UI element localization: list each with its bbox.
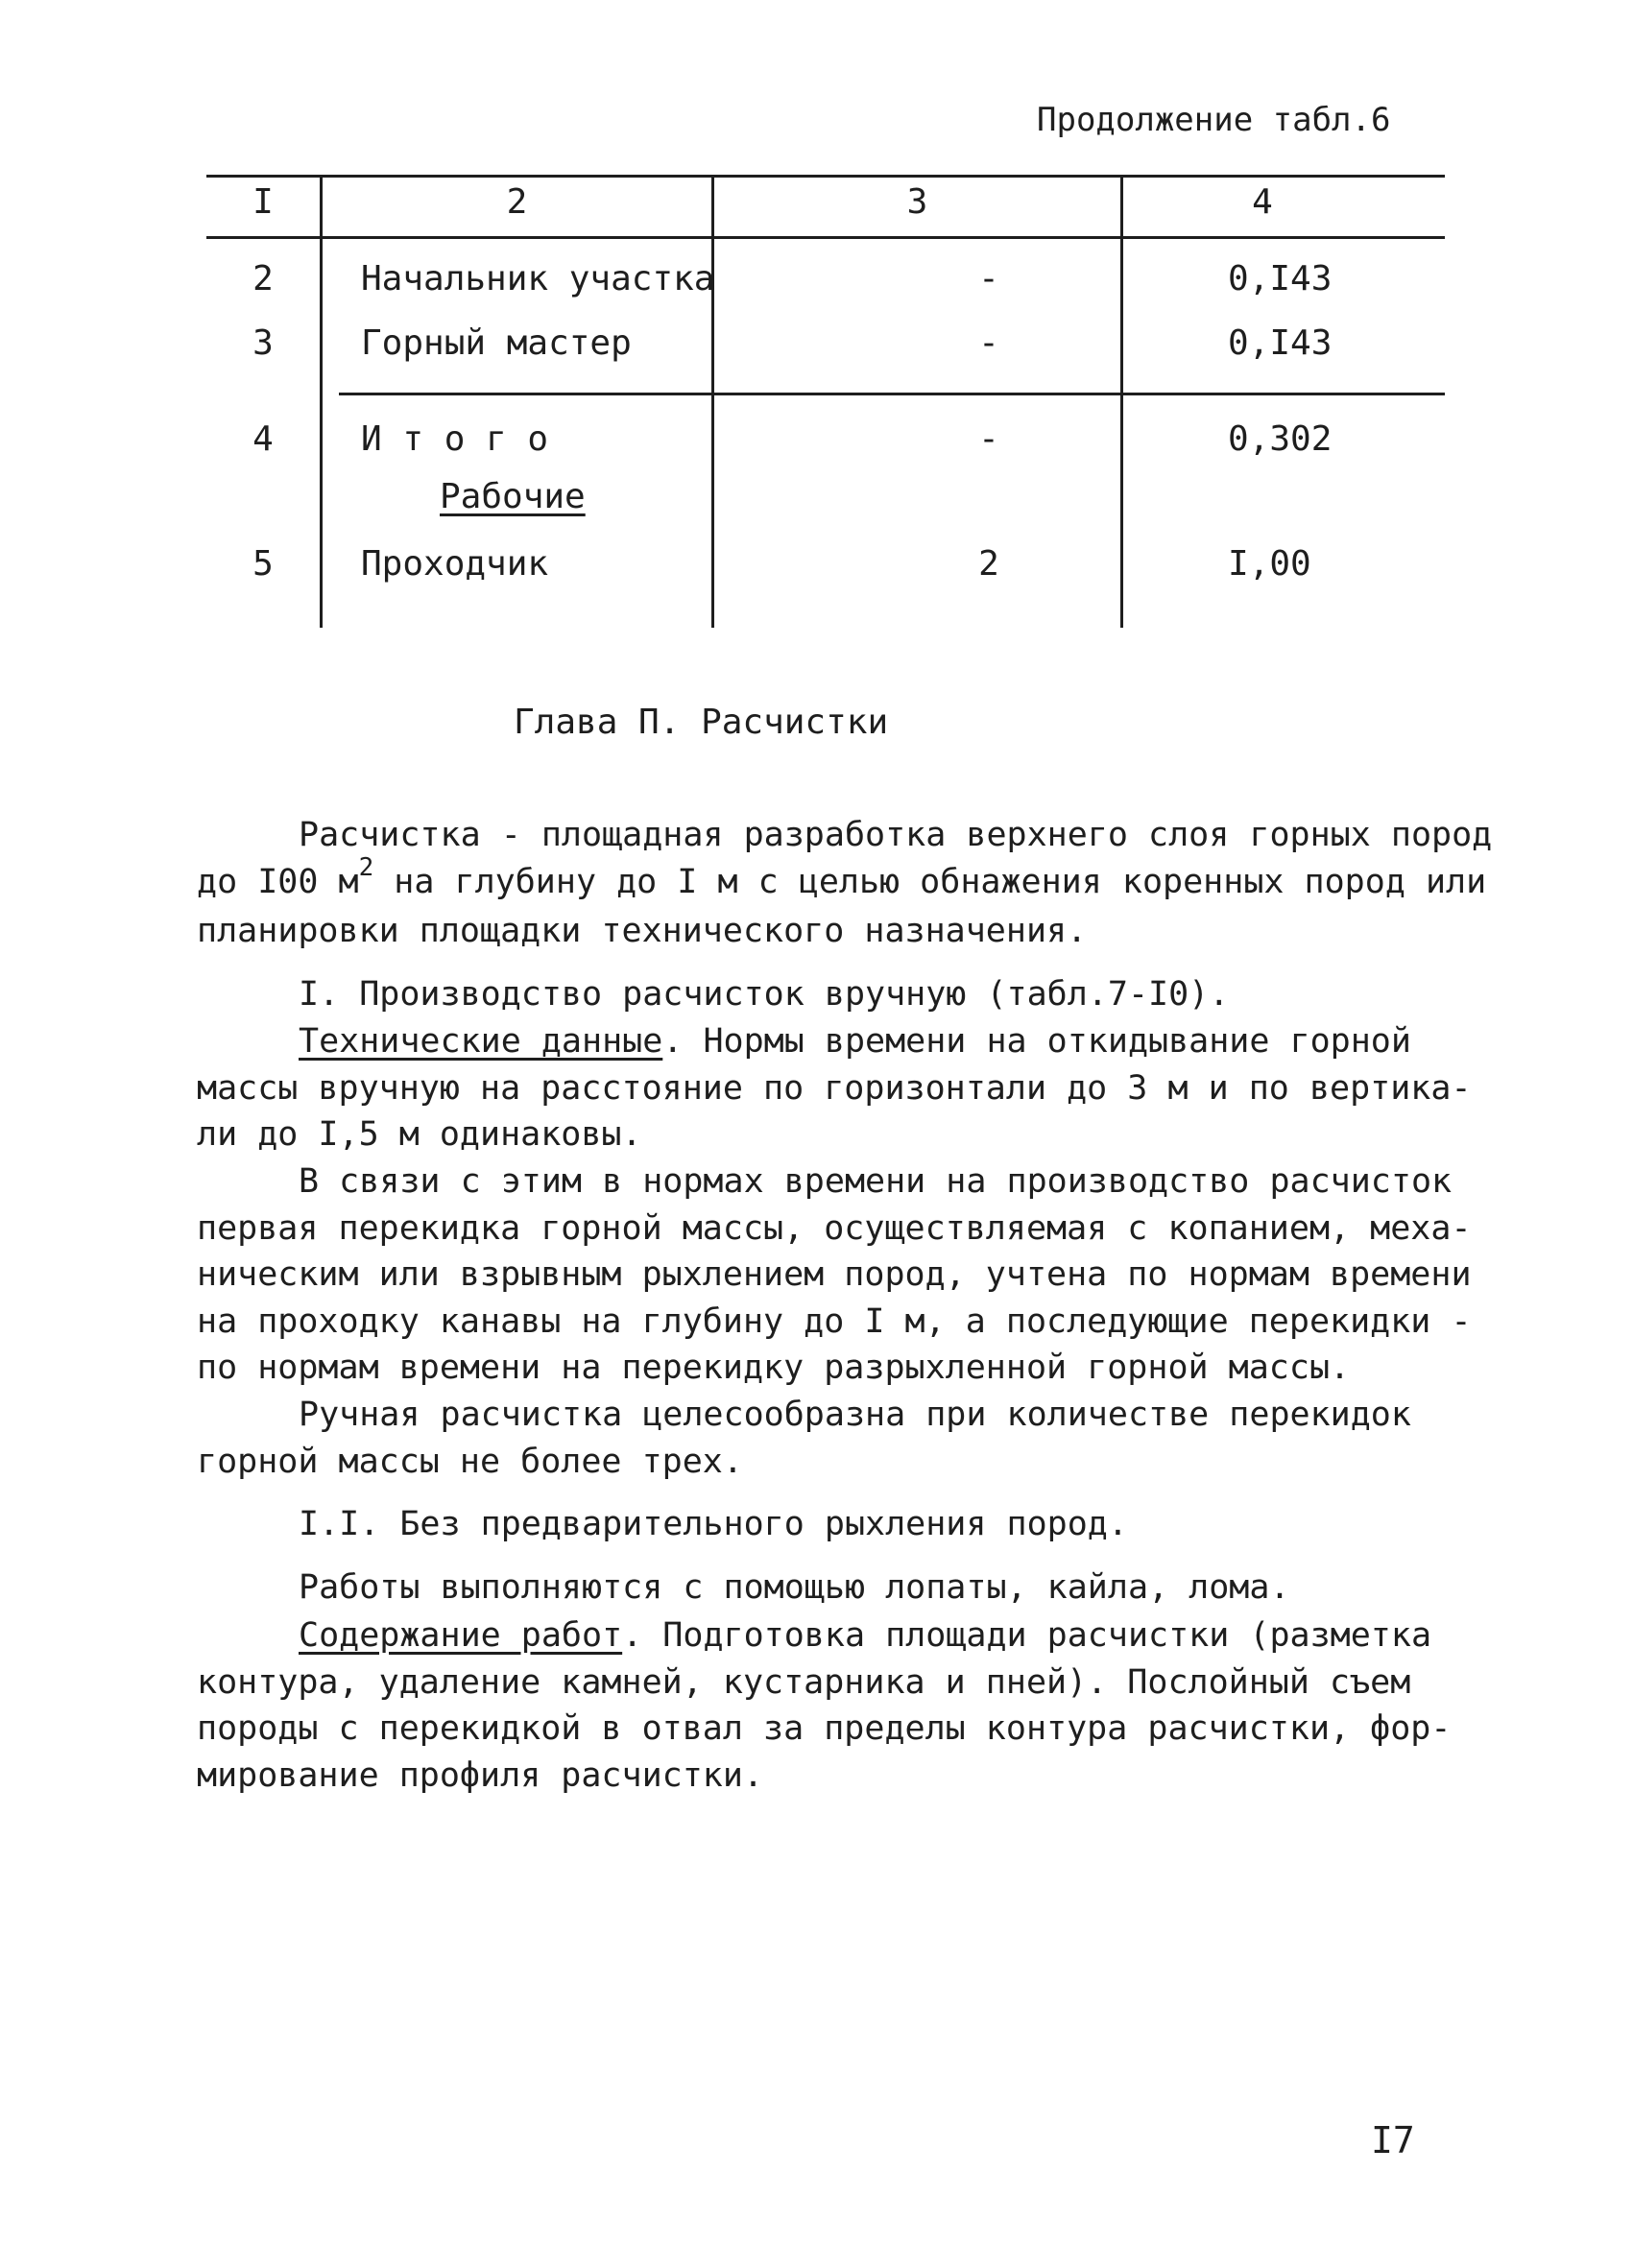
table-col-divider-1 <box>320 177 323 628</box>
text-line: на проходку канавы на глубину до I м, а последующие перекидки - <box>197 1301 1472 1341</box>
underlined-heading: Содержание работ <box>299 1616 623 1655</box>
text-line: мирование профиля расчистки. <box>197 1755 764 1795</box>
table-row-2-col3: - <box>978 323 999 363</box>
table-row-5-col4: I,00 <box>1228 544 1311 584</box>
section-heading-1-1 <box>197 1501 1454 1548</box>
table-row-3-name: И т о г о <box>361 419 549 459</box>
text-span: до I00 м <box>197 862 359 901</box>
table-row-3-col4: 0,302 <box>1228 419 1333 459</box>
table-subtotal-rule <box>339 393 1445 395</box>
text-line: ническим или взрывным рыхлением пород, учтена по нормам времени <box>197 1255 1472 1294</box>
text-line: породы с перекидкой в отвал за пределы контура расчистки, фор- <box>197 1709 1452 1748</box>
table-header-col3: 3 <box>906 182 928 222</box>
paragraph-tools <box>197 1564 1454 1611</box>
text-span: на глубину до I м с целью обнажения коренных пород или <box>373 862 1487 901</box>
table-row-1-num: 2 <box>252 259 274 298</box>
paragraph-technical-data <box>197 1018 1472 1158</box>
paragraph-norms <box>197 1158 1472 1392</box>
text-line <box>197 852 1487 909</box>
text-line: первая перекидка горной массы, осуществляемая с копанием, меха- <box>197 1208 1472 1248</box>
text-line: планировки площадки технического назначения. <box>197 912 1088 950</box>
table-top-rule <box>206 175 1445 178</box>
text-line: Ручная расчистка целесообразна при количестве перекидок <box>299 1396 1411 1434</box>
text-line <box>197 1018 1454 1065</box>
table-subheading-workers: Рабочие <box>440 477 586 516</box>
text-line: Расчистка - площадная разработка верхнего слоя горных пород <box>299 816 1493 854</box>
page-number: I7 <box>1371 2119 1415 2161</box>
text-line: I. Производство расчисток вручную (табл.7-I0). <box>299 975 1230 1014</box>
table-row-2-col4: 0,I43 <box>1228 323 1333 363</box>
table-header-col1: I <box>252 182 274 222</box>
table-row-1-col3: - <box>978 259 999 298</box>
superscript: 2 <box>358 852 374 882</box>
table-row-5-col3: 2 <box>978 544 999 584</box>
paragraph-definition <box>197 812 1493 955</box>
text-line: по нормам времени на перекидку разрыхленной горной массы. <box>197 1349 1351 1387</box>
text-line: В связи с этим в нормах времени на производство расчисток <box>299 1162 1453 1201</box>
text-line: I.I. Без предварительного рыхления пород. <box>299 1505 1128 1543</box>
table-header-col4: 4 <box>1252 182 1273 222</box>
paragraph-manual-clearing <box>197 1392 1454 1485</box>
paragraph-work-content <box>197 1612 1454 1799</box>
underlined-heading: Технические данные <box>299 1022 663 1061</box>
table-row-1-col4: 0,I43 <box>1228 259 1333 298</box>
table-row-5-name: Проходчик <box>361 544 549 584</box>
table-header-col2: 2 <box>506 182 528 222</box>
text-span: . Нормы времени на откидывание горной <box>662 1022 1411 1061</box>
text-line <box>197 1612 1454 1659</box>
table-row-3-num: 4 <box>252 419 274 459</box>
table-row-1-name: Начальник участка <box>361 259 715 298</box>
table-row-2-name: Горный мастер <box>361 323 632 363</box>
table-row-2-num: 3 <box>252 323 274 363</box>
text-line: контура, удаление камней, кустарника и пней). Послойный съем <box>197 1662 1411 1702</box>
text-line: ли до I,5 м одинаковы. <box>197 1115 642 1154</box>
text-span: . Подготовка площади расчистки (разметка <box>622 1616 1432 1655</box>
section-heading-1 <box>197 971 1454 1018</box>
text-line: горной массы не более трех. <box>197 1442 743 1481</box>
table-row-3-col3: - <box>978 419 999 459</box>
table-header-rule <box>206 236 1445 239</box>
text-line: Работы выполняются с помощью лопаты, кайла, лома. <box>299 1568 1290 1607</box>
table-row-5-num: 5 <box>252 544 274 584</box>
chapter-title: Глава П. Расчистки <box>514 703 889 742</box>
table-continuation-label: Продолжение табл.6 <box>1037 101 1391 139</box>
text-line: массы вручную на расстояние по горизонтали до 3 м и по вертика- <box>197 1068 1472 1108</box>
